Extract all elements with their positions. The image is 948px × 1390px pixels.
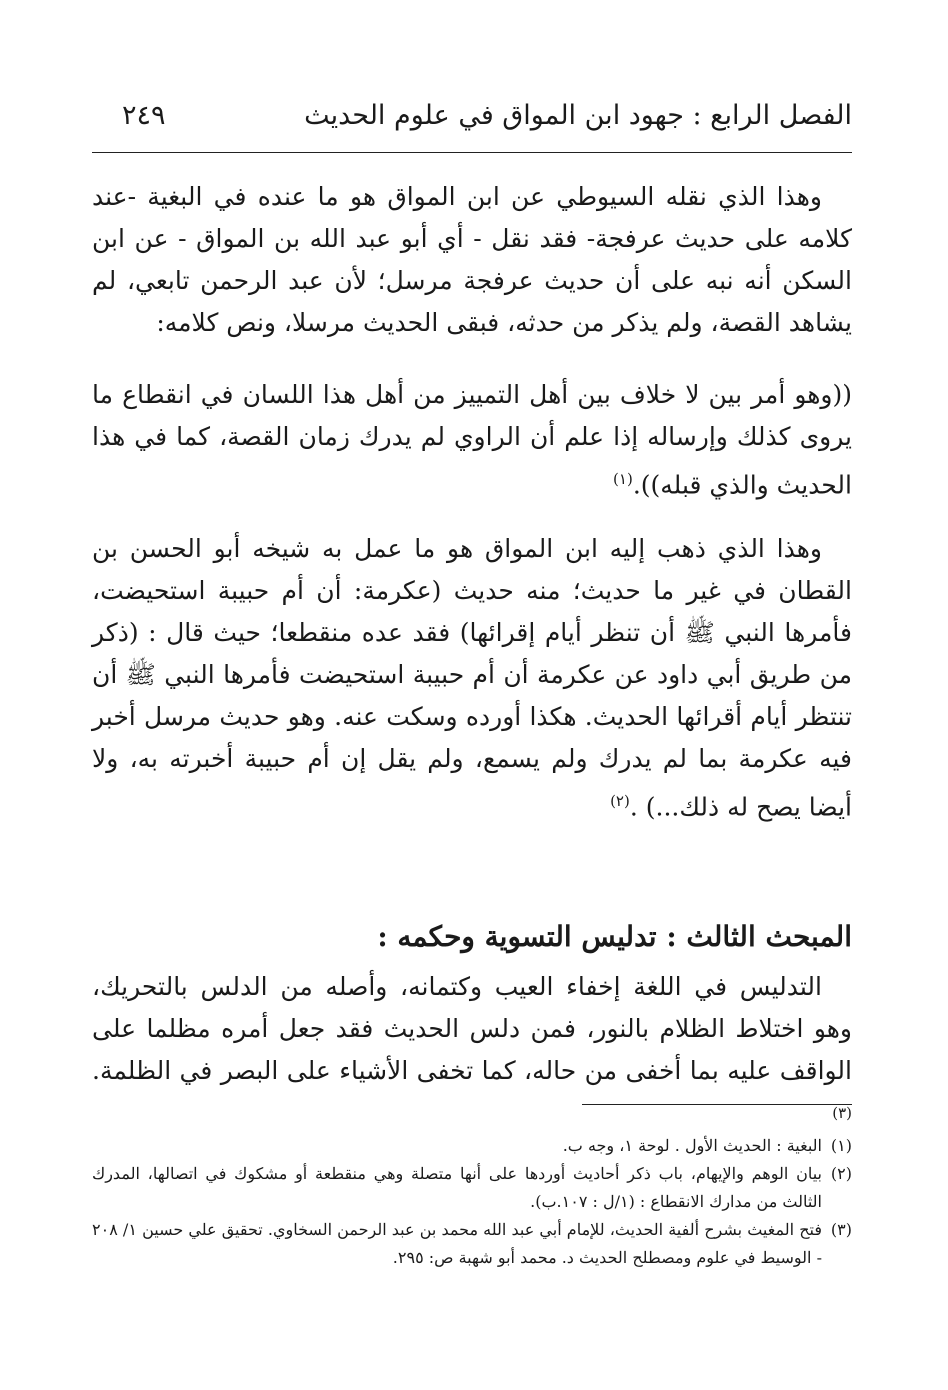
page-header: [92, 100, 852, 148]
paragraph-4: [92, 966, 852, 1140]
paragraph-4-text: التدليس في اللغة إخفاء العيب وكتمانه، وأصله من الدلس بالتحريك، وهو اختلاط الظلام بالنور، فمن دلس الحديث فقد جعل أمره مظلما على الواقف عليه بما أخفى من حاله، كما تخفى الأشياء على البصر في الظلمة.: [92, 972, 852, 1085]
footnote-1: [92, 1132, 852, 1160]
footnote-2: [92, 1160, 852, 1216]
footnote-3: [92, 1216, 852, 1272]
quotation-text: ((وهو أمر بين لا خلاف بين أهل التمييز من أهل هذا اللسان في انقطاع ما يروى كذلك وإرساله إذا علم أن الراوي لم يدرك زمان القصة، كما في هذا الحديث والذي قبله)).: [92, 380, 852, 500]
footnote-rule: [582, 1104, 852, 1105]
paragraph-3: [92, 528, 852, 828]
footnote-text: فتح المغيث بشرح ألفية الحديث، للإمام أبي عبد الله محمد بن عبد الرحمن السخاوي. تحقيق علي حسين ١/ ٢٠٨ - الوسيط في علوم ومصطلح الحديث د. محمد أبو شهبة ص: ٢٩٥.: [92, 1220, 822, 1267]
section-heading: المبحث الثالث : تدليس التسوية وحكمه :: [377, 920, 852, 953]
header-rule: [92, 152, 852, 153]
footnote-text: البغية : الحديث الأول . لوحة ١، وجه ب.: [562, 1136, 822, 1155]
running-title: الفصل الرابع : جهود ابن المواق في علوم الحديث: [304, 100, 852, 131]
paragraph-3-text: وهذا الذي ذهب إليه ابن المواق هو ما عمل به شيخه أبو الحسن بن القطان في غير ما حديث؛ منه حديث (عكرمة: أن أم حبيبة استحيضت، فأمرها النبي ﷺ أن تنظر أيام إقرائها) فقد عده منقطعا؛ حيث قال : (ذكر من طريق أبي داود عن عكرمة أن أم حبيبة استحيضت فأمرها النبي ﷺ أن تنتظر أيام أقرائها الحديث. هكذا أورده وسكت عنه. وهو حديث مرسل أخبر فيه عكرمة بما لم يدرك ولم يسمع، ولم يقل إن أم حبيبة أخبرته به، ولا أيضا يصح له ذلك...) .: [92, 534, 852, 822]
footnotes: [92, 1132, 852, 1272]
footnote-number: (٢): [830, 1164, 852, 1183]
paragraph-1: [92, 176, 852, 344]
page-number: ٢٤٩: [122, 100, 166, 131]
footnote-text: بيان الوهم والإيهام، باب ذكر أحاديث أوردها على أنها متصلة وهي منقطعة أو مشكوك في اتصالها، المدرك الثالث من مدارك الانقطاع : (١/ل : ١٠٧.ب).: [92, 1164, 822, 1211]
quotation-paragraph: [92, 374, 852, 506]
footnote-number: (٣): [830, 1220, 852, 1239]
footnote-ref-3: (٣): [832, 1104, 852, 1122]
footnote-ref-1: (١): [613, 470, 633, 488]
footnote-ref-2: (٢): [610, 792, 630, 810]
paragraph-1-text: وهذا الذي نقله السيوطي عن ابن المواق هو ما عنده في البغية -عند كلامه على حديث عرفجة- فقد نقل - أي أبو عبد الله بن المواق - عن ابن السكن أنه نبه على أن حديث عرفجة مرسل؛ لأن عبد الرحمن تابعي، لم يشاهد القصة، ولم يذكر من حدثه، فبقى الحديث مرسلا، ونص كلامه:: [92, 182, 852, 337]
footnote-number: (١): [830, 1136, 852, 1155]
